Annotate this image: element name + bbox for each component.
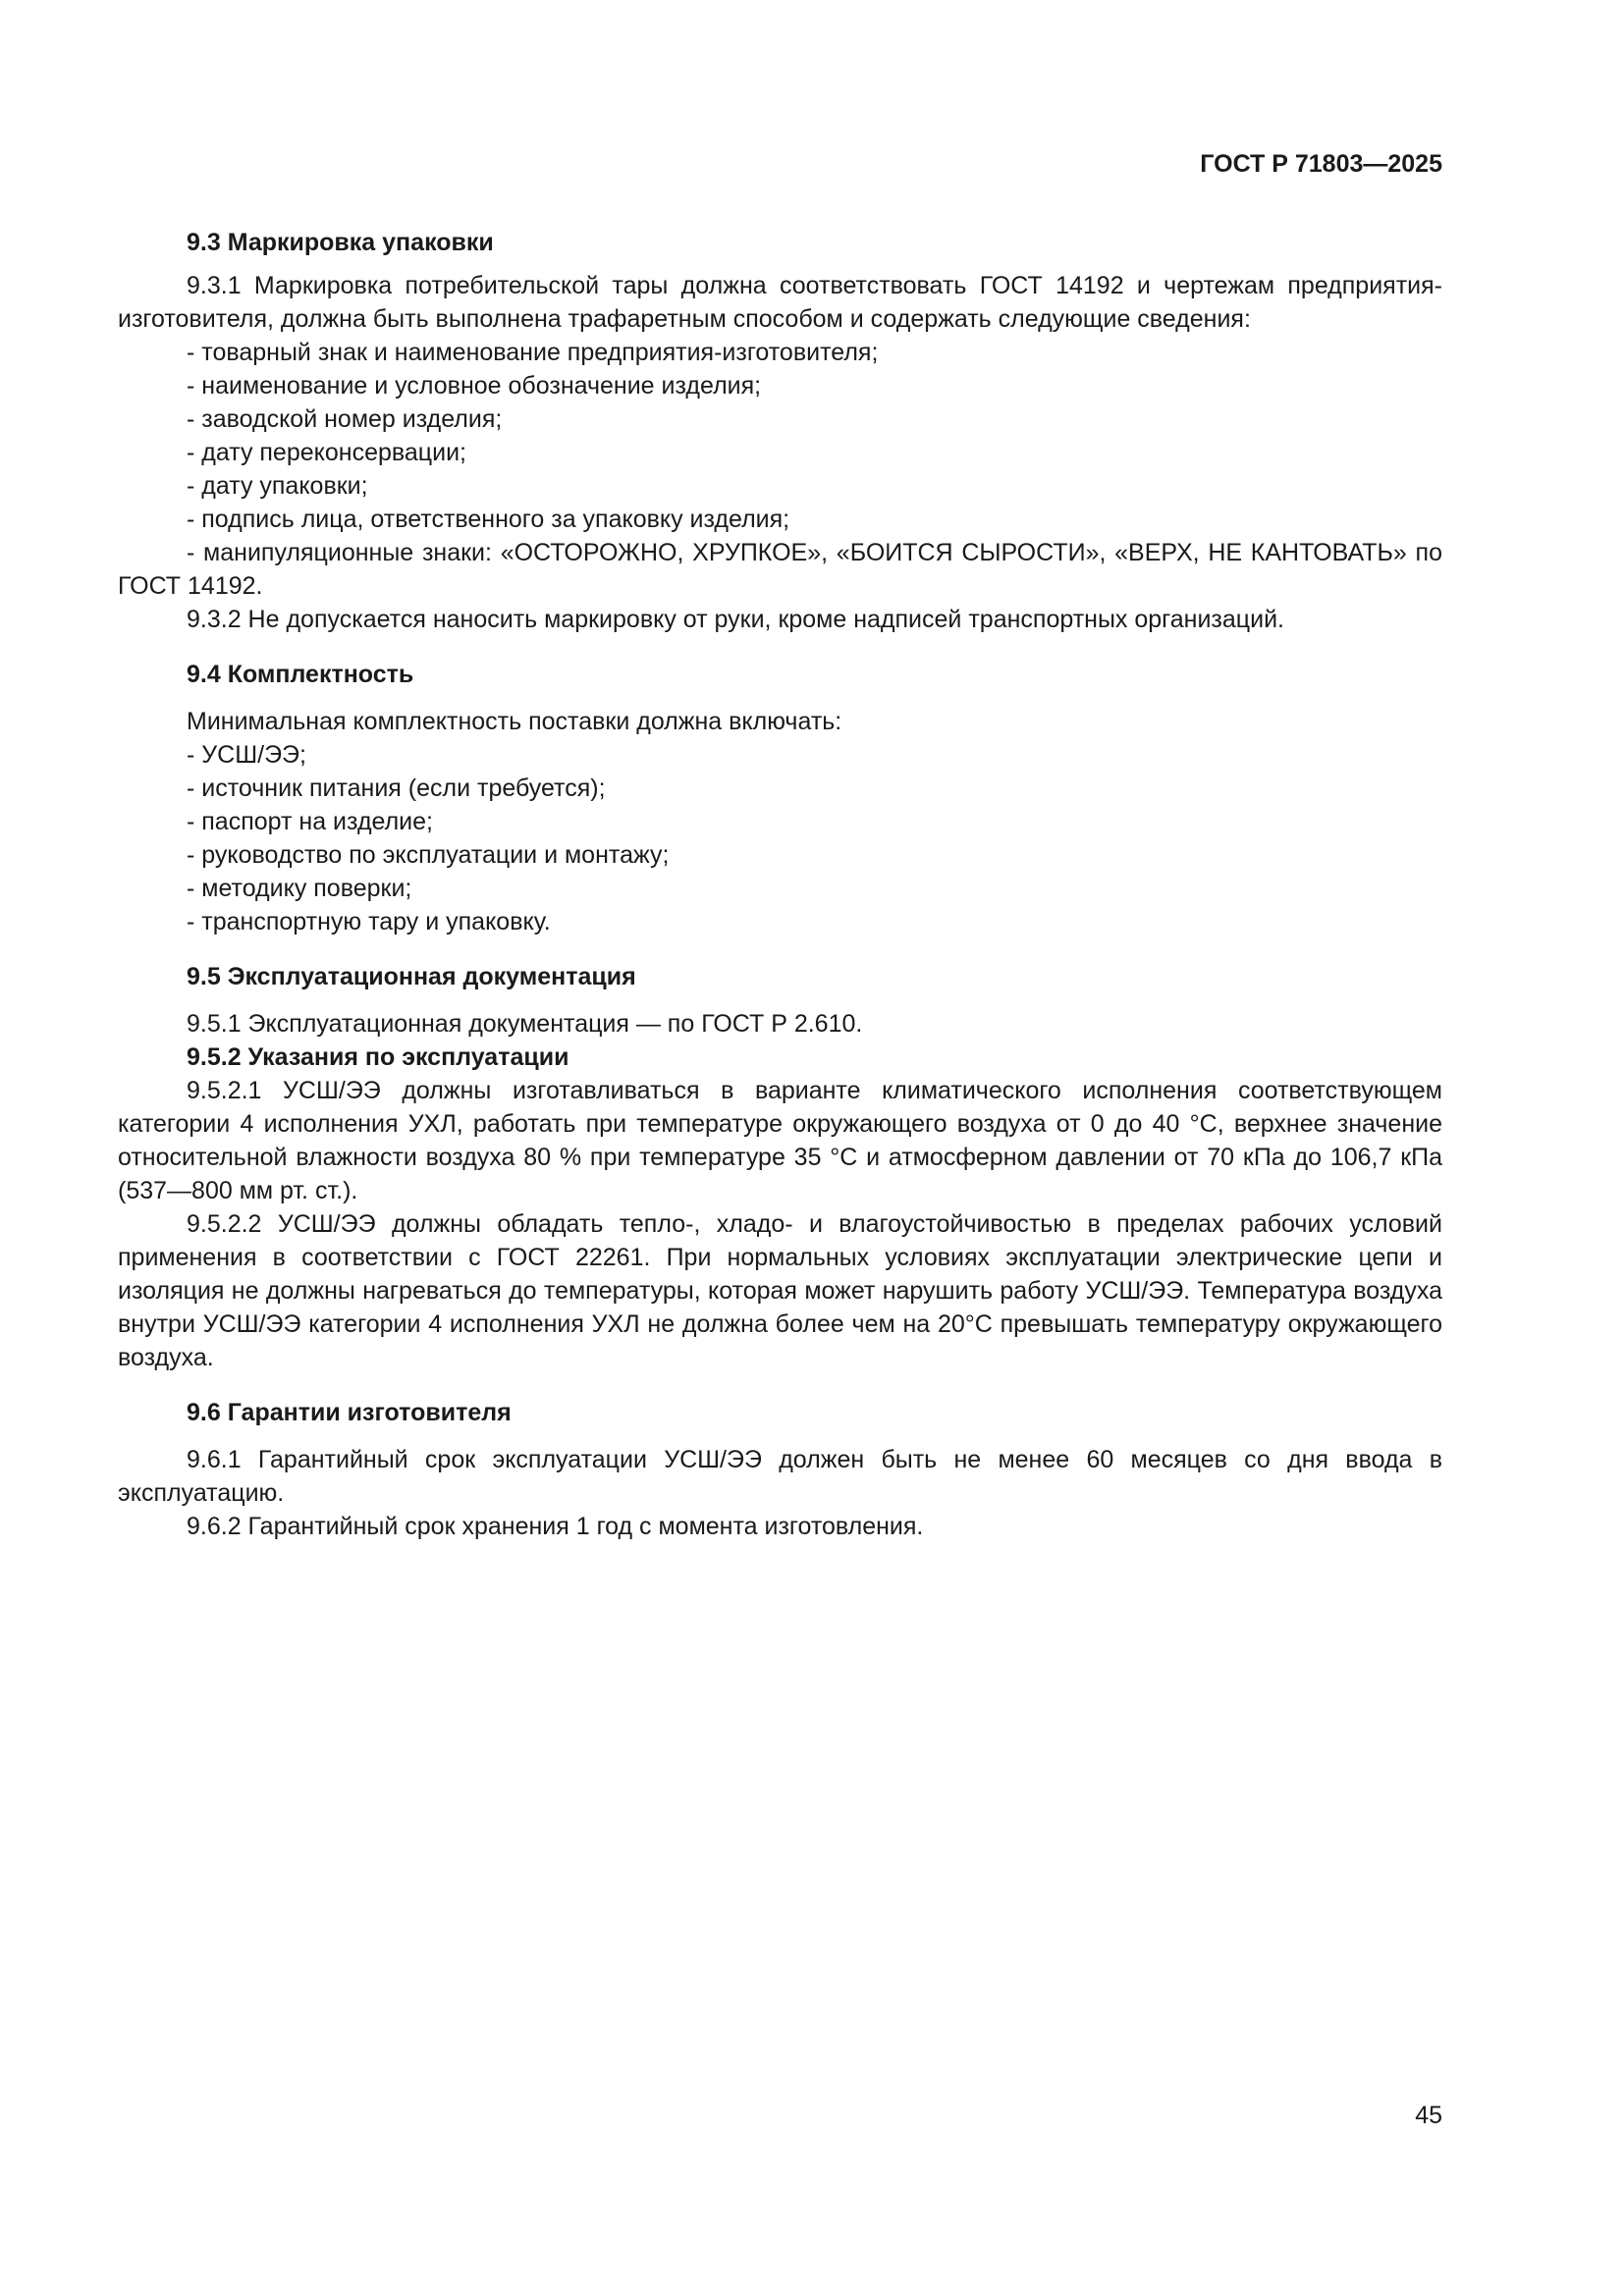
paragraph-9-5-1: 9.5.1 Эксплуатационная документация — по ГОСТ Р 2.610. [187,1010,863,1038]
section-title-9-4: 9.4 Комплектность [187,661,414,688]
list-item: - руководство по эксплуатации и монтажу; [187,841,670,869]
paragraph-9-6-2: 9.6.2 Гарантийный срок хранения 1 год с момента изготовления. [187,1513,924,1540]
list-item: - наименование и условное обозначение изделия; [187,372,762,400]
list-item: - дату переконсервации; [187,439,466,466]
page-number: 45 [1415,2102,1442,2129]
list-item: - паспорт на изделие; [187,808,434,835]
paragraph-9-5-2-2: 9.5.2.2 УСШ/ЭЭ должны обладать тепло-, хладо- и влагоустойчивостью в пределах рабочих условий применения в соответствии с ГОСТ 22261. При нормальных условиях эксплуатации электрические цепи и изоляция не должны нагреваться до температуры, которая может нарушить работу УСШ/ЭЭ. Температура воздуха внутри УСШ/ЭЭ категории 4 исполнения УХЛ не должна более чем на 20°С превышать температуру окружающего воздуха. [118,1210,1442,1371]
list-item: - УСШ/ЭЭ; [187,741,306,769]
paragraph-9-5-2-1: 9.5.2.1 УСШ/ЭЭ должны изготавливаться в варианте климатического исполнения соответствующем категории 4 исполнения УХЛ, работать при температуре окружающего воздуха от 0 до 40 °С, верхнее значение относительной влажности воздуха 80 % при температуре 35 °С и атмосферном давлении от 70 кПа до 106,7 кПа (537—800 мм рт. ст.). [118,1077,1442,1204]
list-item: - дату упаковки; [187,472,368,500]
paragraph-9-3-2: 9.3.2 Не допускается наносить маркировку от руки, кроме надписей транспортных организаций. [187,606,1284,633]
section-title-9-5: 9.5 Эксплуатационная документация [187,963,636,990]
section-title-9-3: 9.3 Маркировка упаковки [187,229,494,256]
document-code: ГОСТ Р 71803—2025 [1200,150,1442,178]
list-item: - источник питания (если требуется); [187,774,606,802]
list-item: - товарный знак и наименование предприятия-изготовителя; [187,339,879,366]
list-item: - транспортную тару и упаковку. [187,908,551,935]
paragraph-9-6-1: 9.6.1 Гарантийный срок эксплуатации УСШ/ЭЭ должен быть не менее 60 месяцев со дня ввода в эксплуатацию. [118,1446,1442,1507]
paragraph-9-3-1: 9.3.1 Маркировка потребительской тары должна соответствовать ГОСТ 14192 и чертежам предприятия-изготовителя, должна быть выполнена трафаретным способом и содержать следующие сведения: [118,272,1442,333]
list-item: - методику поверки; [187,875,412,902]
list-item: - подпись лица, ответственного за упаковку изделия; [187,506,790,533]
list-item-manipulation-signs: - манипуляционные знаки: «ОСТОРОЖНО, ХРУПКОЕ», «БОИТСЯ СЫРОСТИ», «ВЕРХ, НЕ КАНТОВАТЬ» по ГОСТ 14192. [118,539,1442,600]
subsection-title-9-5-2: 9.5.2 Указания по эксплуатации [187,1043,569,1071]
list-item: - заводской номер изделия; [187,405,503,433]
section-intro: Минимальная комплектность поставки должна включать: [187,708,842,735]
document-body [118,226,1442,1543]
section-title-9-6: 9.6 Гарантии изготовителя [187,1399,512,1426]
